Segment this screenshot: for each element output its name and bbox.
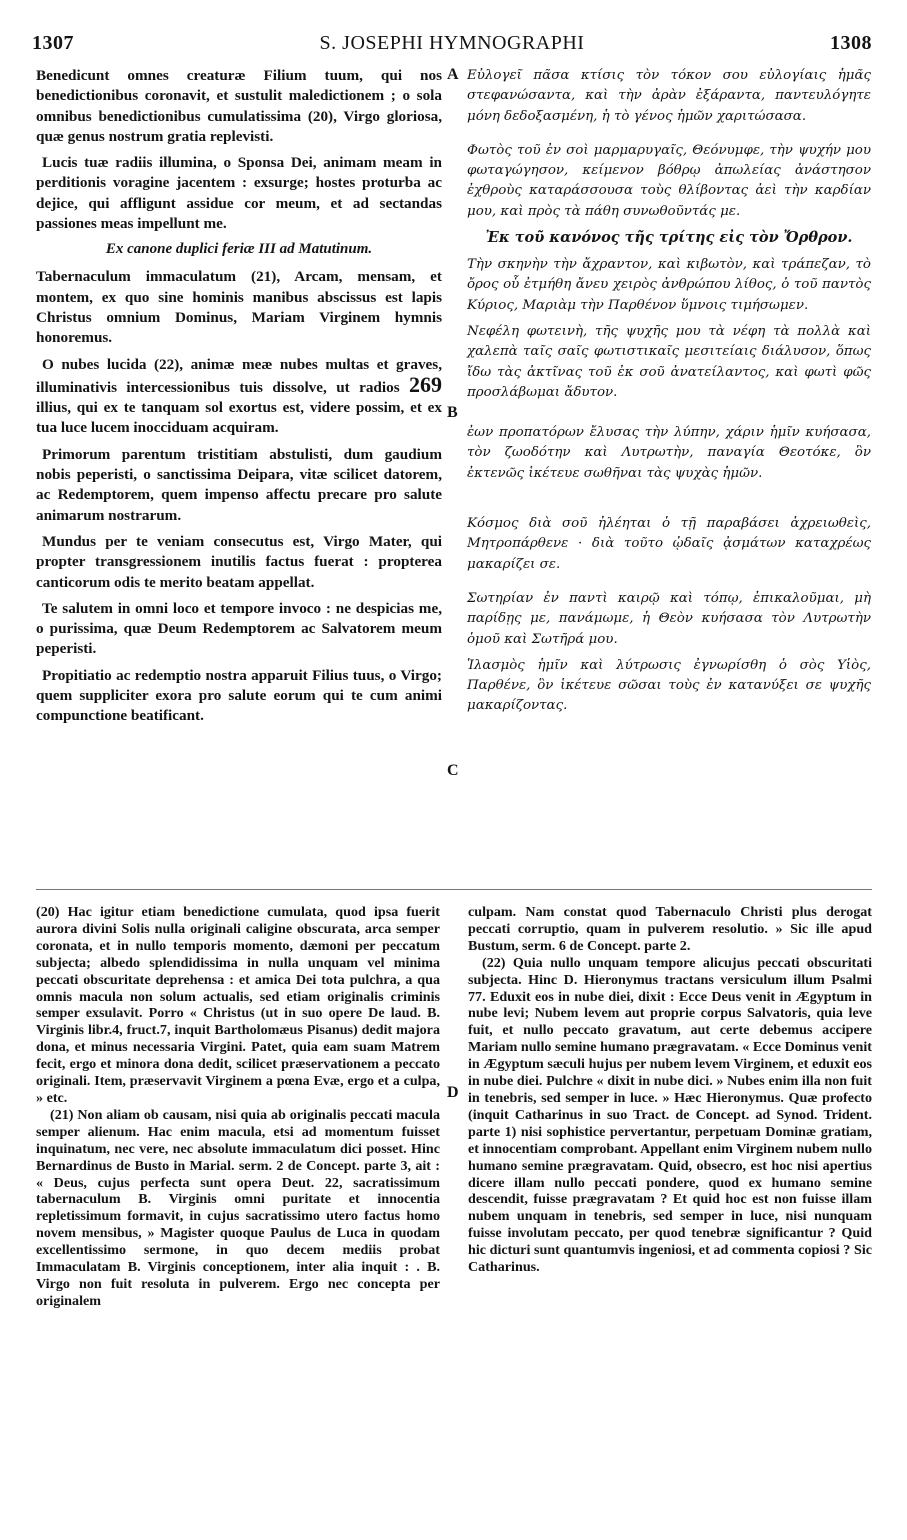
latin-paragraph-part: illius, qui ex te tanquam sol exortus est, videre possim, et ex tua luce lucem inocciduam acquiram. [36,399,442,437]
greek-section-heading: Ἐκ τοῦ κανόνος τῆς τρίτης εἰς τὸν Ὄρθρον. [485,229,853,247]
page-header [32,32,872,60]
footnotes-right [468,904,872,1276]
page-number-left: 1307 [32,32,74,54]
footnote-20: (20) Hac igitur etiam benedictione cumulata, quod ipsa fuerit aurora divini Solis nulla originali caligine obscurata, arca semper coronata, et in nullo temporis momento, dæmoni per peccatum subjecta; albedo splendidissima in nulla unquam vel minima peccati obscuritate deprehensa : et amica Dei tota pulchra, a qua omnis macula non solum actualis, sed etiam originalis criminis semper exsulavit. Porro « Christus (ut in suo opere De laud. B. Virginis libr.4, fruct.7, inquit Bartholomæus Pisanus) dedit majora dona, et minus necessaria Virgini. Patet, quia eam suam Matrem fecit, ergo et minora dona dedit, scilicet præservationem a peccato originali. Item, præservavit Virginem a pœna Evæ, ergo et a culpa, » etc. [36,904,440,1106]
margin-letter-c: C [447,762,459,779]
page-number-right: 1308 [830,32,872,54]
greek-paragraph: Σωτηρίαν ἐν παντὶ καιρῷ καὶ τόπῳ, ἐπικαλοῦμαι, μὴ παρίδῃς με, πανάμωμε, ἡ Θεὸν κυήσασα τὸν Λυτρωτὴν ὁμοῦ καὶ Σωτῆρά μου. [467,590,871,647]
running-title: S. JOSEPHI HYMNOGRAPHI [319,32,585,54]
greek-paragraph: Ἱλασμὸς ἡμῖν καὶ λύτρωσις ἐγνωρίσθη ὁ σὸς Υἱὸς, Παρθένε, ὃν ἱκέτευε σῶσαι τοὺς ἐν κατανύξει σε ψυχῆς μακαρίζοντας. [467,657,871,714]
footnote-divider [36,889,872,890]
latin-paragraph: Tabernaculum immaculatum (21), Arcam, mensam, et montem, ex quo sine hominis manibus abscissus est lapis Christus omnium Dominus, Mariam Virginem hymnis honoremus. [36,268,442,347]
latin-paragraph [36,355,442,439]
footnote-22: (22) Quia nullo unquam tempore alicujus peccati obscuritati subjecta. Hinc D. Hieronymus tractans versiculum illum Psalmi 77. Eduxit eos in nube diei, dixit : Ecce Deus venit in Ægyptum in nube levi; Nubem levem aut proprie corpus Salvatoris, quia leve fuit, et nullo peccato gravatum, aut certe debemus accipere Mariam nullo semine humano prægravatam. « Ecce Dominus venit in Ægyptum sæculi hujus per nubem levem Virginem, et eduxit eos in nube diei. Pulchre « dixit in nube dici. » Nubes enim illa non fuit in tenebris, sed semper in luce. » Hæc Hieronymus. Quæ profecto (inquit Catharinus in suo Tract. de Concept. ad Synod. Trident. parte 1) nisi sophistice pervertantur, perpetuam Dominæ gratiam, et innocentiam comprobant. Appellant enim Virginem nubem nullo humano semine prægravatam. Quid, obsecro, est hoc nisi apertius dicere illam nullo peccati pondere, quod ex humano semine descendit, fuisse prægravatam ? Et quid hoc est non fuisse illam nubem unquam in tenebris, sed semper in luce, nisi nunquam fuisse involutam peccato, per quod tenebræ significantur ? Quid hic dicturi sunt quantumvis ingeniosi, et ad commenta copiosi ? Sic Catharinus. [468,954,872,1276]
latin-paragraph: Lucis tuæ radiis illumina, o Sponsa Dei, animam meam in perditionis voragine jacentem : exsurge; hostes proturba ac dejice, qui affligunt assidue cor meum, et ad sectandas passiones meas impellunt me. [36,154,442,233]
greek-paragraph: Φωτὸς τοῦ ἐν σοὶ μαρμαρυγαῖς, Θεόνυμφε, τὴν ψυχήν μου φωταγώγησον, κείμενον βόθρῳ ἀπωλείας ἀνάστησον ἐχθροὺς καταράσσουσα τοὺς θλίβοντας ἀεὶ τὴν καρδίαν μου, καὶ πρὸς τὰ πάθη συνωθοῦντάς με. [467,142,871,219]
footnotes-left [36,904,440,1310]
margin-letter-b: B [447,404,458,421]
latin-column [36,66,442,733]
latin-paragraph: Mundus per te veniam consecutus est, Virgo Mater, qui propter transgressionem inutilis factus fuerat : propterea canticorum odis te merito beatam appellat. [36,532,442,591]
latin-paragraph: Te salutem in omni loco et tempore invoco : ne despicias me, o purissima, quæ Deum Redemptorem ac Salvatorem meum peperisti. [36,599,442,658]
margin-letter-d: D [447,1084,459,1101]
greek-paragraph: Κόσμος διὰ σοῦ ἠλέηται ὁ τῇ παραβάσει ἀχρειωθεὶς, Μητροπάρθενε · διὰ τοῦτο ᾠδαῖς ᾀσμάτων καταχρέως μακαρίζει σε. [467,516,871,572]
latin-section-heading: Ex canone duplici feriæ III ad Matutinum. [105,241,373,258]
latin-paragraph-part: O nubes lucida (22), animæ meæ nubes multas et graves, illuminativis intercessionibus tuis dissolve, ut radios [36,355,442,396]
footnote-21-continued: culpam. Nam constat quod Tabernaculo Christi plus derogat peccati corruptio, quam in pulverem resolutio. » Sic ille apud Bustum, serm. 6 de Concept. parte 2. [468,904,872,954]
margin-letter-a: A [447,66,459,83]
column-number-marker: 269 [409,371,443,397]
greek-paragraph: ἐων προπατόρων ἔλυσας τὴν λύπην, χάριν ἡμῖν κυήσασα, τὸν ζωοδότην καὶ Λυτρωτὴν, παναγία Θεοτόκε, ὃν ἐκτενῶς ἱκέτευε σωθῆναι τὰς ψυχὰς ἡμῶν. [467,425,871,481]
greek-column [467,66,871,723]
greek-paragraph: Τὴν σκηνὴν τὴν ἄχραντον, καὶ κιβωτὸν, καὶ τράπεζαν, τὸ ὄρος οὗ ἐτμήθη ἄνευ χειρὸς ἀνθρώπου λίθος, ὁ τοῦ παντὸς Κύριος, Μαριὰμ τὴν Παρθένον ὕμνοις τιμήσωμεν. [467,257,871,313]
latin-paragraph: Primorum parentum tristitiam abstulisti, dum gaudium nobis peperisti, o sanctissima Deipara, vitæ scilicet datorem, ac Redemptorem, quem impenso affectu precare pro salute animarum nostrarum. [36,445,442,524]
footnote-21: (21) Non aliam ob causam, nisi quia ab originalis peccati macula semper alienum. Hac enim macula, etsi ad momentum fuisset inquinatum, nec vere, nec absolute immaculatum dici posset. Hinc Bernardinus de Busto in Marial. serm. 2 de Concept. parte 3, ait : « Deus, cujus perfecta sunt opera Deut. 22, sacratissimum tabernaculum B. Virginis omni puritate et innocentia repletissimum formavit, in cujus sacratissimo utero factus homo novem mensibus, » Magister quoque Paulus de Luca in quodam excellentissimo sermone, in quo decem mediis probat Immaculatam B. Virginis conceptionem, inter alia inquit : . B. Virgo non fuit resoluta in pulverem. Ergo nec concepta per originalem [36,1106,440,1309]
greek-paragraph: Εὐλογεῖ πᾶσα κτίσις τὸν τόκον σου εὐλογίαις ἡμᾶς στεφανώσαντα, καὶ τὴν ἀρὰν ἐξάραντα, παντευλόγητε μόνη δεδοξασμένη, ἡ τὸ γένος ἡμῶν χαριτώσασα. [467,68,871,124]
latin-paragraph: Propitiatio ac redemptio nostra apparuit Filius tuus, o Virgo; quem suppliciter exora pro salute eorum qui te cum animi compunctione beatificant. [36,666,442,725]
greek-paragraph: Νεφέλη φωτεινὴ, τῆς ψυχῆς μου τὰ νέφη τὰ πολλὰ καὶ χαλεπὰ ταῖς σαῖς φωτιστικαῖς μεσιτείαις διάλυσον, ὅπως ἴδω τὰς ἀκτῖνας τοῦ ἐκ σοῦ ἀνατείλαντος, καὶ φωτὶ φῶς προσλάβωμαι ἄδυτον. [467,323,871,400]
latin-paragraph: Benedicunt omnes creaturæ Filium tuum, qui nos benedictionibus coronavit, et sustulit maledictionem ; o sola omnibus benedictionibus cumulatissima (20), Virgo gloriosa, quæ genus nostrum gratia replevisti. [36,67,442,145]
